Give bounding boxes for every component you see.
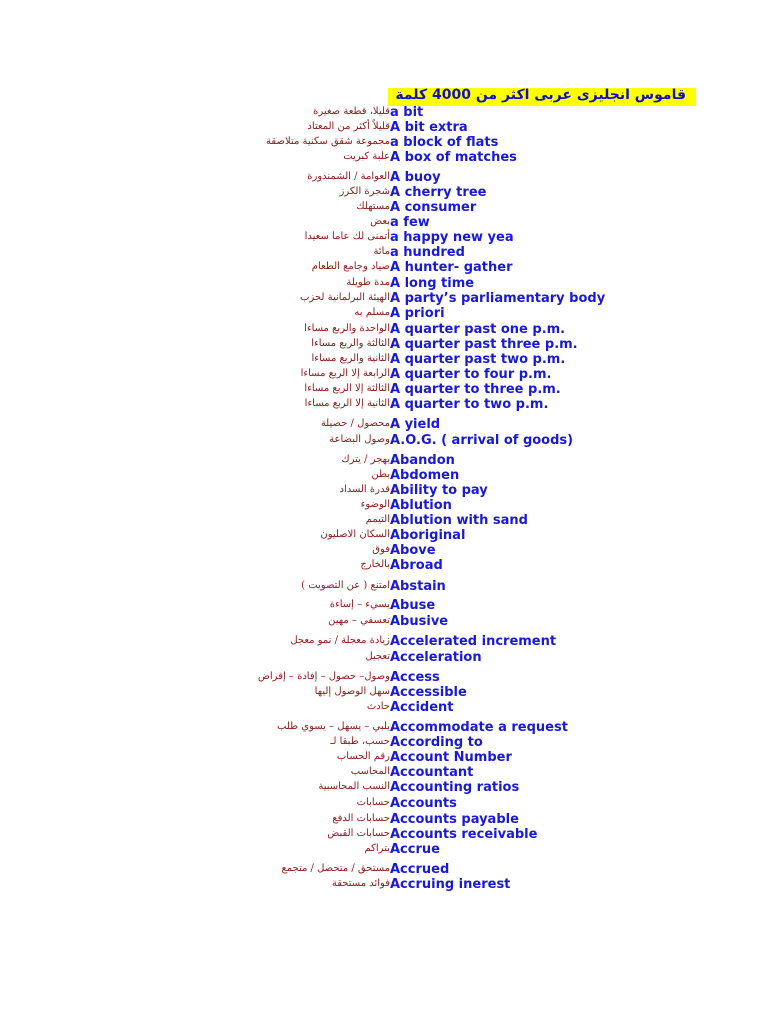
english-term: Accounting ratios — [390, 780, 520, 795]
english-term: Accessible — [390, 685, 467, 700]
english-term: Abuse — [390, 598, 436, 613]
arabic-translation: أتمنى لك عاما سعيدا — [304, 231, 390, 242]
english-term: Accounts receivable — [390, 827, 538, 842]
glossary-entry — [0, 468, 768, 484]
arabic-translation: مسلم به — [354, 307, 390, 318]
arabic-translation: حسابات القبض — [327, 828, 390, 839]
arabic-translation: الهيئة البرلمانية لحزب — [299, 292, 390, 303]
glossary-entry — [0, 765, 768, 781]
glossary-entry — [0, 735, 768, 751]
english-term: Abandon — [390, 453, 455, 468]
glossary-entry — [0, 812, 768, 828]
arabic-translation: زيادة معجلة / نمو معجل — [290, 635, 390, 646]
arabic-translation: فوائد مستحقة — [331, 878, 390, 889]
arabic-translation: امتنع ( عن التصويت ) — [301, 580, 390, 591]
arabic-translation: بعض — [370, 216, 390, 227]
english-term: A cherry tree — [390, 185, 487, 200]
arabic-translation: يتراكم — [364, 843, 390, 854]
arabic-translation: حسابات الدفع — [332, 813, 390, 824]
glossary-entry — [0, 397, 768, 413]
arabic-translation: الوضوء — [360, 499, 390, 510]
english-term: A bit extra — [390, 120, 468, 135]
arabic-translation: الرابعة إلا الربع مساءا — [300, 368, 390, 379]
arabic-translation: صياد وجامع الطعام — [311, 261, 390, 272]
glossary-entry — [0, 513, 768, 529]
arabic-translation: وصول البضاعة — [329, 434, 390, 445]
english-term: Abstain — [390, 579, 446, 594]
english-term: A.O.G. ( arrival of goods) — [390, 433, 574, 448]
glossary-entry — [0, 367, 768, 383]
english-term: Accounts — [390, 796, 457, 811]
english-term: a block of flats — [390, 135, 499, 150]
glossary-entry — [0, 598, 768, 614]
glossary-entry — [0, 260, 768, 276]
english-term: Ability to pay — [390, 483, 488, 498]
glossary-entry — [0, 685, 768, 701]
english-term: Accident — [390, 700, 454, 715]
english-term: a bit — [390, 105, 424, 120]
arabic-translation: يلبي – يسهل – يسوي طلب — [276, 721, 390, 732]
glossary-entry — [0, 433, 768, 449]
english-term: Acceleration — [390, 650, 482, 665]
english-term: A long time — [390, 276, 475, 291]
arabic-translation: تعجيل — [365, 651, 390, 662]
arabic-translation: السكان الاصليون — [320, 529, 390, 540]
english-term: A quarter to four p.m. — [390, 367, 552, 382]
glossary-entry — [0, 322, 768, 338]
english-term: a happy new yea — [390, 230, 514, 245]
arabic-translation: بالخارج — [360, 559, 390, 570]
english-term: A quarter to two p.m. — [390, 397, 549, 412]
glossary-entry — [0, 170, 768, 186]
arabic-translation: فوق — [372, 544, 390, 555]
arabic-translation: مدة طويلة — [346, 277, 390, 288]
glossary-entry — [0, 750, 768, 766]
english-term: a few — [390, 215, 430, 230]
english-term: Abroad — [390, 558, 443, 573]
glossary-entry — [0, 877, 768, 893]
english-term: According to — [390, 735, 483, 750]
english-term: Accountant — [390, 765, 474, 780]
english-term: Abdomen — [390, 468, 460, 483]
english-term: Accommodate a request — [390, 720, 568, 735]
arabic-translation: النسب المحاسبية — [318, 781, 390, 792]
arabic-translation: الثالثة والربع مساءا — [311, 338, 390, 349]
glossary-entry — [0, 796, 768, 812]
glossary-entry — [0, 291, 768, 307]
english-term: A hunter- gather — [390, 260, 513, 275]
arabic-translation: محصول / حصيلة — [320, 418, 390, 429]
arabic-translation: قليلا، قطعة صغيرة — [313, 106, 390, 117]
glossary-entry — [0, 827, 768, 843]
glossary-entry — [0, 185, 768, 201]
english-term: Aboriginal — [390, 528, 466, 543]
glossary-entry — [0, 417, 768, 433]
arabic-translation: الواحدة والربع مساءا — [304, 323, 390, 334]
english-term: Accelerated increment — [390, 634, 557, 649]
english-term: a hundred — [390, 245, 465, 260]
arabic-translation: يسيء – إساءة — [329, 599, 390, 610]
english-term: A yield — [390, 417, 441, 432]
arabic-translation: العوامة / الشمندورة — [307, 171, 390, 182]
english-term: A buoy — [390, 170, 441, 185]
arabic-translation: بطن — [371, 469, 390, 480]
glossary-entry — [0, 558, 768, 574]
english-term: Accruing inerest — [390, 877, 511, 892]
glossary-entry — [0, 528, 768, 544]
arabic-translation: مائة — [373, 246, 390, 257]
english-term: A priori — [390, 306, 445, 321]
english-term: A quarter past two p.m. — [390, 352, 566, 367]
english-term: A quarter past three p.m. — [390, 337, 578, 352]
english-term: Above — [390, 543, 436, 558]
glossary-entry — [0, 483, 768, 499]
english-term: Abusive — [390, 614, 449, 629]
glossary-entry — [0, 670, 768, 686]
arabic-translation: قدرة السداد — [339, 484, 390, 495]
arabic-translation: الثانية إلا الربع مساءا — [304, 398, 390, 409]
glossary-entry — [0, 200, 768, 216]
glossary-entry — [0, 842, 768, 858]
glossary-entry — [0, 720, 768, 736]
arabic-translation: المحاسب — [350, 766, 390, 777]
glossary-entry — [0, 135, 768, 151]
arabic-translation: حادث — [366, 701, 390, 712]
arabic-translation: الثالثة إلا الربع مساءا — [304, 383, 390, 394]
arabic-translation: قليلاً أكثر من المعتاد — [307, 121, 390, 132]
glossary-entry — [0, 306, 768, 322]
glossary-entry — [0, 120, 768, 136]
arabic-translation: شجرة الكرز — [339, 186, 390, 197]
arabic-translation: حسب، طبقا لـ — [330, 736, 390, 747]
english-term: A quarter to three p.m. — [390, 382, 561, 397]
glossary-entry — [0, 634, 768, 650]
arabic-translation: سهل الوصول إليها — [314, 686, 390, 697]
glossary-entry — [0, 498, 768, 514]
glossary-entry — [0, 352, 768, 368]
english-term: Ablution — [390, 498, 452, 513]
english-term: Account Number — [390, 750, 512, 765]
glossary-entry — [0, 543, 768, 559]
english-term: A quarter past one p.m. — [390, 322, 566, 337]
glossary-entry — [0, 215, 768, 231]
arabic-translation: الثانية والربع مساءا — [311, 353, 390, 364]
glossary-entry — [0, 650, 768, 666]
arabic-translation: مستحق / متحصل / متجمع — [281, 863, 390, 874]
glossary-entry — [0, 245, 768, 261]
english-term: Accrued — [390, 862, 450, 877]
arabic-translation: مجموعة شقق سكنية متلاصقة — [266, 136, 390, 147]
english-term: A consumer — [390, 200, 477, 215]
glossary-entry — [0, 150, 768, 166]
glossary-entry — [0, 700, 768, 716]
arabic-translation: رقم الحساب — [336, 751, 390, 762]
arabic-translation: علبة كبريت — [343, 151, 390, 162]
arabic-translation: مستهلك — [356, 201, 390, 212]
page-title: قاموس انجليزى عربى اكثر من 4000 كلمة — [395, 87, 686, 103]
glossary-entry — [0, 337, 768, 353]
glossary-entry — [0, 276, 768, 292]
glossary-entry — [0, 230, 768, 246]
english-term: Access — [390, 670, 440, 685]
english-term: Accounts payable — [390, 812, 519, 827]
english-term: A party’s parliamentary body — [390, 291, 606, 306]
arabic-translation: وصول– حصول – إفادة – إقراض — [257, 671, 390, 682]
glossary-entry — [0, 862, 768, 878]
english-term: A box of matches — [390, 150, 517, 165]
arabic-translation: حسابات — [356, 797, 390, 808]
glossary-entry — [0, 382, 768, 398]
glossary-entry — [0, 105, 768, 121]
english-term: Ablution with sand — [390, 513, 528, 528]
glossary-entry — [0, 614, 768, 630]
glossary-entry — [0, 579, 768, 595]
glossary-entry — [0, 453, 768, 469]
arabic-translation: يهجر / يترك — [341, 454, 390, 465]
english-term: Accrue — [390, 842, 440, 857]
arabic-translation: التيمم — [365, 514, 390, 525]
glossary-entry — [0, 780, 768, 796]
arabic-translation: تعسفي – مهين — [328, 615, 390, 626]
